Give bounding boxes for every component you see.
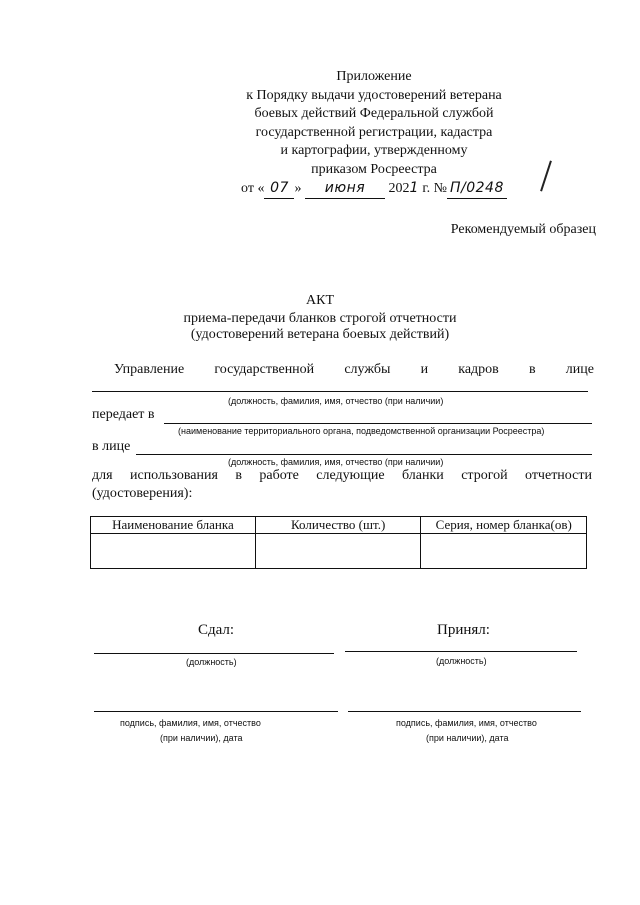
appendix-line: Приложение — [336, 69, 412, 84]
usage-line — [92, 468, 592, 484]
order-year-digit: 1 — [409, 180, 419, 196]
word: отчетности — [525, 468, 592, 483]
order-year-suffix: г. № — [422, 181, 447, 196]
received-position-caption: (должность) — [436, 656, 487, 666]
transferor-line — [114, 362, 594, 378]
word: государственной — [214, 362, 315, 377]
header-quantity: Количество (шт.) — [255, 517, 421, 534]
sample-label: Рекомендуемый образец — [450, 222, 596, 237]
handed-signature-caption-1: подпись, фамилия, имя, отчество — [120, 718, 261, 728]
word: работе — [259, 468, 299, 483]
word: лице — [565, 362, 594, 377]
word: для — [92, 468, 113, 483]
act-subtitle-2: (удостоверений ветерана боевых действий) — [190, 327, 450, 342]
word: бланки — [402, 468, 444, 483]
act-subtitle-1: приема-передачи бланков строгой отчетности — [183, 311, 457, 326]
appendix-line: приказом Росреестра — [311, 161, 437, 177]
table-cell[interactable] — [91, 534, 256, 569]
position-underline — [92, 391, 588, 392]
order-number: П/0248 — [447, 179, 507, 199]
handed-label: Сдал: — [198, 622, 235, 638]
received-label: Принял: — [437, 622, 490, 638]
act-title: АКТ — [306, 293, 334, 308]
transfers-label: передает в — [92, 407, 155, 422]
order-month: июня — [305, 179, 385, 199]
organization-caption: (наименование территориального органа, подведомственной организации Росреестра) — [178, 426, 545, 436]
order-close-quote: » — [294, 181, 302, 196]
appendix-block — [214, 68, 534, 199]
table-row — [91, 534, 587, 569]
appendix-line: к Порядку выдачи удостоверений ветерана — [246, 87, 502, 103]
handed-signature-caption-2: (при наличии), дата — [160, 733, 243, 743]
order-day: 07 — [264, 179, 294, 199]
organization-underline — [164, 423, 592, 424]
word: службы — [344, 362, 391, 377]
order-line — [214, 179, 534, 199]
position-caption-2: (должность, фамилия, имя, отчество (при наличии) — [228, 457, 444, 467]
appendix-line: государственной регистрации, кадастра — [255, 124, 493, 140]
order-from-label: от « — [241, 181, 265, 196]
appendix-line: и картографии, утвержденному — [280, 143, 468, 158]
word: строгой — [461, 468, 508, 483]
received-signature-caption-2: (при наличии), дата — [426, 733, 509, 743]
header-blank-name: Наименование бланка — [91, 517, 256, 534]
word: использования — [129, 468, 218, 483]
handwritten-stroke — [540, 160, 552, 191]
appendix-line: боевых действий Федеральной службой — [254, 106, 494, 121]
header-series-number: Серия, номер бланка(ов) — [421, 517, 587, 534]
table-header-row — [91, 517, 587, 534]
table-cell[interactable] — [421, 534, 587, 569]
received-position-line — [345, 651, 577, 652]
blanks-table — [90, 516, 587, 569]
position-caption: (должность, фамилия, имя, отчество (при наличии) — [228, 396, 444, 406]
received-signature-caption-1: подпись, фамилия, имя, отчество — [396, 718, 537, 728]
order-year-prefix: 202 — [388, 181, 410, 196]
in-person-underline — [136, 454, 592, 455]
word: в — [528, 362, 536, 377]
handed-position-line — [94, 653, 334, 654]
in-person-label: в лице — [92, 439, 131, 454]
handed-position-caption: (должность) — [186, 657, 237, 667]
word: и — [420, 362, 429, 377]
usage-line-2: (удостоверения): — [92, 486, 193, 501]
table-cell[interactable] — [255, 534, 421, 569]
received-signature-line — [348, 711, 581, 712]
word: Управление — [114, 362, 185, 377]
word: следующие — [316, 468, 385, 483]
word: кадров — [458, 362, 499, 377]
word: в — [235, 468, 242, 483]
handed-signature-line — [94, 711, 338, 712]
